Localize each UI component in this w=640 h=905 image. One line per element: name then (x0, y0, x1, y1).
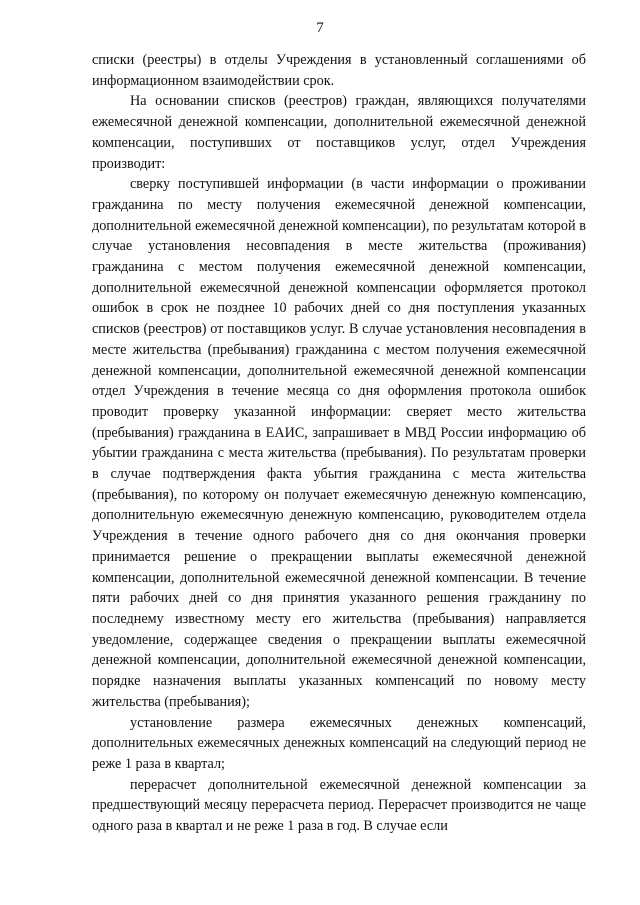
paragraph: установление размера ежемесячных денежных компенсаций, дополнительных ежемесячных денежных компенсаций на следующий период не реже 1 раза в квартал; (92, 714, 586, 772)
paragraph: сверку поступившей информации (в части информации о проживании гражданина по месту получения ежемесячной денежной компенсации, дополнительной ежемесячной денежной компенсации), по результатам которой в случае установления несовпадения в месте жительства (проживания) гражданина с местом получения ежемесячной денежной компенсации, дополнительной ежемесячной денежной компенсации оформляется протокол ошибок в срок не позднее 10 рабочих дней со дня поступления указанных списков (реестров) от поставщиков услуг. В случае установления несовпадения в месте жительства (пребывания) гражданина с местом получения ежемесячной денежной компенсации, дополнительной ежемесячной денежной компенсации отдел Учреждения в течение месяца со дня оформления протокола ошибок проводит проверку указанной информации: сверяет место жительства (пребывания) гражданина в ЕАИС, запрашивает в МВД России информацию об убытии гражданина с места жительства (пребывания). По результатам проверки в случае подтверждения факта убытия гражданина с места жительства (пребывания), по которому он получает ежемесячную денежную компенсацию, дополнительную ежемесячную денежную компенсацию, руководителем отдела Учреждения в течение одного рабочего дня со дня окончания проверки принимается решение о прекращении выплаты ежемесячной денежной компенсации, дополнительной ежемесячной денежной компенсации. В течение пяти рабочих дней со дня принятия указанного решения гражданину по последнему известному месту его жительства (пребывания) направляется уведомление, содержащее сведения о прекращении выплаты ежемесячной денежной компенсации, дополнительной ежемесячной денежной компенсации, порядке назначения выплаты указанных компенсаций по новому месту жительства (пребывания); (92, 176, 586, 710)
document-body (92, 50, 586, 837)
page-number: 7 (316, 20, 324, 36)
paragraph: На основании списков (реестров) граждан, являющихся получателями ежемесячной денежной компенсации, дополнительной ежемесячной денежной компенсации, поступивших от поставщиков услуг, отдел Учреждения производит: (92, 93, 586, 172)
paragraph: списки (реестры) в отделы Учреждения в установленный соглашениями об информационном взаимодействии срок. (92, 52, 586, 89)
paragraph: перерасчет дополнительной ежемесячной денежной компенсации за предшествующий месяцу перерасчета период. Перерасчет производится не чаще одного раза в квартал и не реже 1 раза в год. В случае если (92, 776, 586, 835)
